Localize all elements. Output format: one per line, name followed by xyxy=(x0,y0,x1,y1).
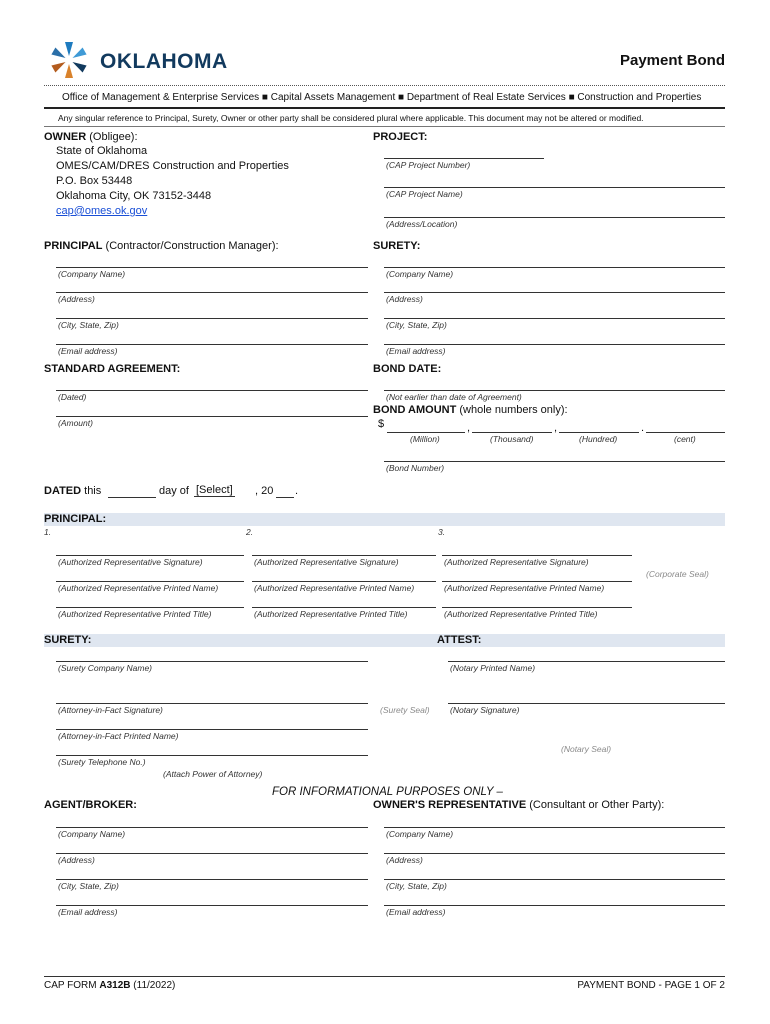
owner-rep-heading xyxy=(373,799,664,811)
bond-date-field[interactable] xyxy=(384,390,725,391)
agent-email-label: (Email address) xyxy=(58,907,118,917)
surety-heading: SURETY: xyxy=(373,240,421,252)
currency-symbol: $ xyxy=(378,418,385,430)
principal-email-field[interactable] xyxy=(56,344,368,345)
notary-name-field[interactable] xyxy=(448,661,725,662)
principal-name-label-2: (Authorized Representative Printed Name) xyxy=(254,583,415,593)
rep-email-label: (Email address) xyxy=(386,907,446,917)
aif-name-field[interactable] xyxy=(56,729,368,730)
year-field[interactable] xyxy=(276,497,294,498)
principal-num-3: 3. xyxy=(438,527,446,537)
oklahoma-logo xyxy=(44,36,228,84)
dated-this: this xyxy=(81,485,102,497)
agent-company-field[interactable] xyxy=(56,827,368,828)
year-prefix: , 20 xyxy=(255,485,274,497)
rep-company-label: (Company Name) xyxy=(386,829,454,839)
owner-line-3: P.O. Box 53448 xyxy=(56,175,133,187)
footer-rule xyxy=(44,976,725,977)
agent-city-label: (City, State, Zip) xyxy=(58,881,119,891)
principal-title-suffix: (Contractor/Construction Manager): xyxy=(102,240,279,252)
principal-num-2: 2. xyxy=(246,527,254,537)
principal-email-label: (Email address) xyxy=(58,346,118,356)
principal-address-label: (Address) xyxy=(58,294,95,304)
bond-number-field[interactable] xyxy=(384,461,725,462)
principal-sig-field-2[interactable] xyxy=(252,555,436,556)
agent-heading: AGENT/BROKER: xyxy=(44,799,137,811)
star-logo-icon xyxy=(44,36,94,84)
header-double-rule xyxy=(44,107,725,109)
agreement-heading: STANDARD AGREEMENT: xyxy=(44,363,181,375)
principal-title: PRINCIPAL xyxy=(44,240,103,252)
principal-address-field[interactable] xyxy=(56,292,368,293)
bond-date-heading: BOND DATE: xyxy=(373,363,442,375)
dated-day-field[interactable] xyxy=(108,497,156,498)
principal-sign-heading: PRINCIPAL: xyxy=(44,513,107,525)
rep-company-field[interactable] xyxy=(384,827,725,828)
owner-title-suffix: (Obligee): xyxy=(86,131,138,143)
bond-number-label: (Bond Number) xyxy=(386,463,445,473)
agreement-dated-label: (Dated) xyxy=(58,392,87,402)
principal-title-label-3: (Authorized Representative Printed Title) xyxy=(444,609,598,619)
cent-dot: . xyxy=(641,422,645,434)
footer-page-number: PAYMENT BOND - PAGE 1 OF 2 xyxy=(577,980,725,991)
owner-heading xyxy=(44,131,138,143)
project-address-label: (Address/Location) xyxy=(386,219,458,229)
surety-company-sign-label: (Surety Company Name) xyxy=(58,663,153,673)
project-heading: PROJECT: xyxy=(373,131,428,143)
dated-end: . xyxy=(295,485,299,497)
dated-label: DATED xyxy=(44,485,82,497)
surety-company-sign-field[interactable] xyxy=(56,661,368,662)
agent-email-field[interactable] xyxy=(56,905,368,906)
rep-address-field[interactable] xyxy=(384,853,725,854)
rep-email-field[interactable] xyxy=(384,905,725,906)
principal-name-field-3[interactable] xyxy=(442,581,632,582)
principal-sig-field-3[interactable] xyxy=(442,555,632,556)
footer-form-date: (11/2022) xyxy=(130,980,176,991)
surety-phone-label: (Surety Telephone No.) xyxy=(58,757,146,767)
cent-label: (cent) xyxy=(674,434,696,444)
project-number-label: (CAP Project Number) xyxy=(386,160,471,170)
bond-amount-title: BOND AMOUNT xyxy=(373,404,457,416)
notice-text: Any singular reference to Principal, Surety, Owner or other party shall be considered plural where applicable. This document may not be altered or modified. xyxy=(58,113,644,123)
rep-city-field[interactable] xyxy=(384,879,725,880)
bond-hundred-field[interactable] xyxy=(559,432,639,433)
bond-thousand-field[interactable] xyxy=(472,432,552,433)
million-comma: , xyxy=(467,422,471,434)
principal-heading xyxy=(44,240,279,252)
notary-signature-label: (Notary Signature) xyxy=(450,705,520,715)
agreement-dated-field[interactable] xyxy=(56,390,368,391)
principal-sig-field-1[interactable] xyxy=(56,555,244,556)
principal-name-label-3: (Authorized Representative Printed Name) xyxy=(444,583,605,593)
corporate-seal: (Corporate Seal) xyxy=(646,569,709,579)
surety-city-field[interactable] xyxy=(384,318,725,319)
thousand-comma: , xyxy=(554,422,558,434)
dated-row xyxy=(44,485,101,497)
principal-sign-band xyxy=(44,513,725,526)
million-label: (Million) xyxy=(410,434,440,444)
owner-line-2: OMES/CAM/DRES Construction and Properties xyxy=(56,160,289,172)
principal-sig-label-2: (Authorized Representative Signature) xyxy=(254,557,399,567)
day-of-text: day of xyxy=(159,485,189,497)
surety-sign-heading: SURETY: xyxy=(44,634,92,646)
principal-title-field-2[interactable] xyxy=(252,607,436,608)
project-number-field[interactable] xyxy=(384,158,544,159)
footer-form-prefix: CAP FORM xyxy=(44,980,100,991)
principal-company-field[interactable] xyxy=(56,267,368,268)
owner-rep-suffix: (Consultant or Other Party): xyxy=(526,799,665,811)
principal-sig-label-3: (Authorized Representative Signature) xyxy=(444,557,589,567)
form-title: Payment Bond xyxy=(619,52,725,69)
agent-city-field[interactable] xyxy=(56,879,368,880)
surety-company-field[interactable] xyxy=(384,267,725,268)
attach-poa-note: (Attach Power of Attorney) xyxy=(163,769,263,779)
owner-line-1: State of Oklahoma xyxy=(56,145,148,157)
project-address-field[interactable] xyxy=(384,217,725,218)
bond-amount-suffix: (whole numbers only): xyxy=(456,404,568,416)
month-select[interactable]: [Select] xyxy=(196,484,233,496)
agreement-amount-label: (Amount) xyxy=(58,418,93,428)
agency-line: Office of Management & Enterprise Services ■ Capital Assets Management ■ Department of Real Estate Services ■ Construction and Properties xyxy=(62,92,702,103)
principal-title-field-3[interactable] xyxy=(442,607,632,608)
notary-name-label: (Notary Printed Name) xyxy=(450,663,536,673)
principal-title-field-1[interactable] xyxy=(56,607,244,608)
aif-name-label: (Attorney-in-Fact Printed Name) xyxy=(58,731,179,741)
hundred-label: (Hundred) xyxy=(579,434,618,444)
agreement-amount-field[interactable] xyxy=(56,416,368,417)
surety-address-field[interactable] xyxy=(384,292,725,293)
surety-address-label: (Address) xyxy=(386,294,423,304)
bond-cent-field[interactable] xyxy=(646,432,725,433)
surety-email-field[interactable] xyxy=(384,344,725,345)
surety-email-label: (Email address) xyxy=(386,346,446,356)
project-name-field[interactable] xyxy=(384,187,725,188)
principal-name-label-1: (Authorized Representative Printed Name) xyxy=(58,583,219,593)
bond-amount-heading xyxy=(373,404,568,416)
principal-title-label-1: (Authorized Representative Printed Title) xyxy=(58,609,212,619)
notice-rule xyxy=(44,126,725,127)
owner-rep-title: OWNER'S REPRESENTATIVE xyxy=(373,799,527,811)
project-name-label: (CAP Project Name) xyxy=(386,189,463,199)
surety-phone-field[interactable] xyxy=(56,755,368,756)
owner-title: OWNER xyxy=(44,131,87,143)
agent-company-label: (Company Name) xyxy=(58,829,126,839)
principal-city-label: (City, State, Zip) xyxy=(58,320,119,330)
surety-seal: (Surety Seal) xyxy=(380,705,430,715)
thousand-label: (Thousand) xyxy=(490,434,534,444)
bond-million-field[interactable] xyxy=(387,432,465,433)
aif-signature-label: (Attorney-in-Fact Signature) xyxy=(58,705,163,715)
surety-sign-band xyxy=(44,634,725,647)
agent-address-field[interactable] xyxy=(56,853,368,854)
principal-title-label-2: (Authorized Representative Printed Title) xyxy=(254,609,408,619)
principal-sig-label-1: (Authorized Representative Signature) xyxy=(58,557,203,567)
info-banner: FOR INFORMATIONAL PURPOSES ONLY – xyxy=(272,786,503,798)
rep-city-label: (City, State, Zip) xyxy=(386,881,447,891)
footer-form-id xyxy=(44,980,175,991)
rep-address-label: (Address) xyxy=(386,855,423,865)
attest-heading: ATTEST: xyxy=(437,634,482,646)
surety-company-label: (Company Name) xyxy=(386,269,454,279)
aif-signature-field[interactable] xyxy=(56,703,368,704)
agent-address-label: (Address) xyxy=(58,855,95,865)
bond-date-label: (Not earlier than date of Agreement) xyxy=(386,392,522,402)
principal-name-field-2[interactable] xyxy=(252,581,436,582)
principal-num-1: 1. xyxy=(44,527,52,537)
notary-signature-field[interactable] xyxy=(448,703,725,704)
owner-line-4: Oklahoma City, OK 73152-3448 xyxy=(56,190,212,202)
principal-company-label: (Company Name) xyxy=(58,269,126,279)
logo-wordmark: OKLAHOMA xyxy=(100,50,228,73)
principal-name-field-1[interactable] xyxy=(56,581,244,582)
principal-city-field[interactable] xyxy=(56,318,368,319)
owner-email-link[interactable]: cap@omes.ok.gov xyxy=(56,205,148,217)
header-dotted-rule xyxy=(44,85,725,86)
footer-form-code: A312B xyxy=(99,980,131,991)
surety-city-label: (City, State, Zip) xyxy=(386,320,447,330)
notary-seal: (Notary Seal) xyxy=(561,744,612,754)
